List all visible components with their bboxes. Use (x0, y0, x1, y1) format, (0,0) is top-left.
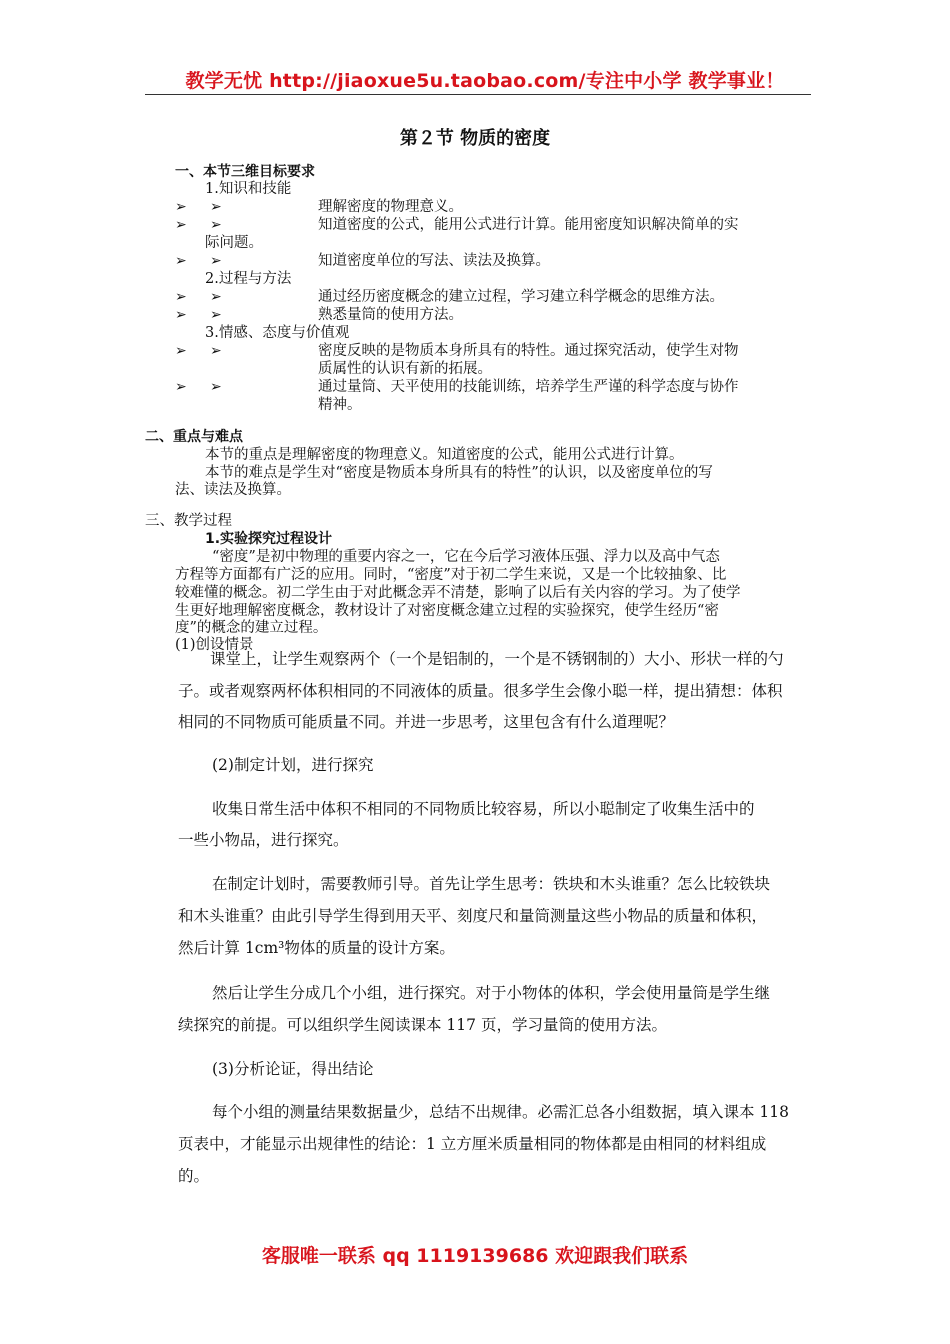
paragraph-line: 然后计算 1cm³物体的质量的设计方案。 (178, 939, 455, 957)
section3-subheading: 1.实验探究过程设计 (205, 531, 333, 547)
bullet-arrow-icon: ➢ (175, 343, 187, 359)
bullet-arrow-icon: ➢ (175, 217, 187, 233)
bullet-arrow-icon: ➢ (210, 289, 222, 305)
list-item: 知道密度单位的写法、读法及换算。 (318, 253, 550, 269)
section3-heading: 三、教学过程 (145, 513, 232, 529)
list-item: 通过量筒、天平使用的技能训练，培养学生严谨的科学态度与协作 (318, 379, 739, 395)
bullet-arrow-icon: ➢ (210, 199, 222, 215)
section1-heading: 一、本节三维目标要求 (175, 164, 315, 180)
header-banner: 教学无忧 http://jiaoxue5u.taobao.com/专注中小学 教学事业！ (185, 70, 785, 92)
page-title: 第２节 物质的密度 (399, 128, 551, 149)
paragraph-line: 每个小组的测量结果数据量少，总结不出规律。必需汇总各小组数据，填入课本 118 (212, 1103, 790, 1121)
bullet-arrow-icon: ➢ (210, 307, 222, 323)
section1-sub3: 3.情感、态度与价值观 (205, 325, 350, 341)
list-item-continued: 际问题。 (205, 235, 263, 251)
paragraph-line: 子。或者观察两杯体积相同的不同液体的质量。很多学生会像小聪一样，提出猜想：体积 (178, 682, 783, 700)
paragraph-line: 课堂上，让学生观察两个（一个是铝制的，一个是不锈钢制的）大小、形状一样的勺 (210, 650, 784, 668)
paragraph-line: 和木头谁重？由此引导学生得到用天平、刻度尺和量筒测量这些小物品的质量和体积， (178, 907, 768, 925)
bullet-arrow-icon: ➢ (175, 289, 187, 305)
paragraph-line: 页表中，才能显示出规律性的结论：1 立方厘米质量相同的物体都是由相同的材料组成 (178, 1135, 767, 1153)
section1-sub1: 1.知识和技能 (205, 181, 292, 197)
paragraph-line: 度”的概念的建立过程。 (175, 620, 328, 636)
paragraph-line: 本节的难点是学生对“密度是物质本身所具有的特性”的认识，以及密度单位的写 (205, 465, 713, 481)
section2-heading: 二、重点与难点 (145, 429, 243, 445)
list-item: 理解密度的物理意义。 (318, 199, 463, 215)
paragraph-line: 的。 (178, 1167, 210, 1185)
footer-contact: 客服唯一联系 qq 1119139686 欢迎跟我们联系 (261, 1245, 689, 1267)
paragraph-line: 生更好地理解密度概念，教材设计了对密度概念建立过程的实验探究，使学生经历“密 (175, 603, 719, 619)
list-item-continued: 质属性的认识有新的拓展。 (318, 361, 492, 377)
bullet-arrow-icon: ➢ (210, 253, 222, 269)
list-item: 熟悉量筒的使用方法。 (318, 307, 463, 323)
list-item: 知道密度的公式，能用公式进行计算。能用密度知识解决简单的实 (318, 217, 739, 233)
bullet-arrow-icon: ➢ (175, 253, 187, 269)
paragraph-line: 收集日常生活中体积不相同的不同物质比较容易，所以小聪制定了收集生活中的 (212, 800, 755, 818)
step2-heading: (2)制定计划，进行探究 (212, 756, 374, 774)
list-item: 通过经历密度概念的建立过程，学习建立科学概念的思维方法。 (318, 289, 724, 305)
step3-heading: (3)分析论证，得出结论 (212, 1060, 374, 1078)
paragraph-line: “密度”是初中物理的重要内容之一，它在今后学习液体压强、浮力以及高中气态 (212, 549, 720, 565)
paragraph-line: 在制定计划时，需要教师引导。首先让学生思考：铁块和木头谁重？怎么比较铁块 (212, 875, 771, 893)
paragraph-line: 法、读法及换算。 (175, 482, 291, 498)
paragraph-line: 然后让学生分成几个小组，进行探究。对于小物体的体积，学会使用量筒是学生继 (212, 984, 771, 1002)
paragraph-line: 续探究的前提。可以组织学生阅读课本 117 页，学习量筒的使用方法。 (178, 1016, 667, 1034)
list-item: 密度反映的是物质本身所具有的特性。通过探究活动，使学生对物 (318, 343, 739, 359)
bullet-arrow-icon: ➢ (175, 379, 187, 395)
bullet-arrow-icon: ➢ (175, 307, 187, 323)
list-item-continued: 精神。 (318, 397, 362, 413)
step1-heading: (1)创设情景 (175, 637, 254, 653)
paragraph-line: 一些小物品，进行探究。 (178, 831, 349, 849)
bullet-arrow-icon: ➢ (210, 217, 222, 233)
bullet-arrow-icon: ➢ (210, 343, 222, 359)
paragraph-line: 方程等方面都有广泛的应用。同时，“密度”对于初二学生来说，又是一个比较抽象、比 (175, 567, 727, 583)
header-divider (145, 94, 811, 95)
bullet-arrow-icon: ➢ (210, 379, 222, 395)
section1-sub2: 2.过程与方法 (205, 271, 292, 287)
paragraph-line: 本节的重点是理解密度的物理意义。知道密度的公式，能用公式进行计算。 (205, 447, 684, 463)
bullet-arrow-icon: ➢ (175, 199, 187, 215)
paragraph-line: 较难懂的概念。初二学生由于对此概念弄不清楚，影响了以后有关内容的学习。为了使学 (175, 585, 741, 601)
paragraph-line: 相同的不同物质可能质量不同。并进一步思考，这里包含有什么道理呢？ (178, 713, 675, 731)
